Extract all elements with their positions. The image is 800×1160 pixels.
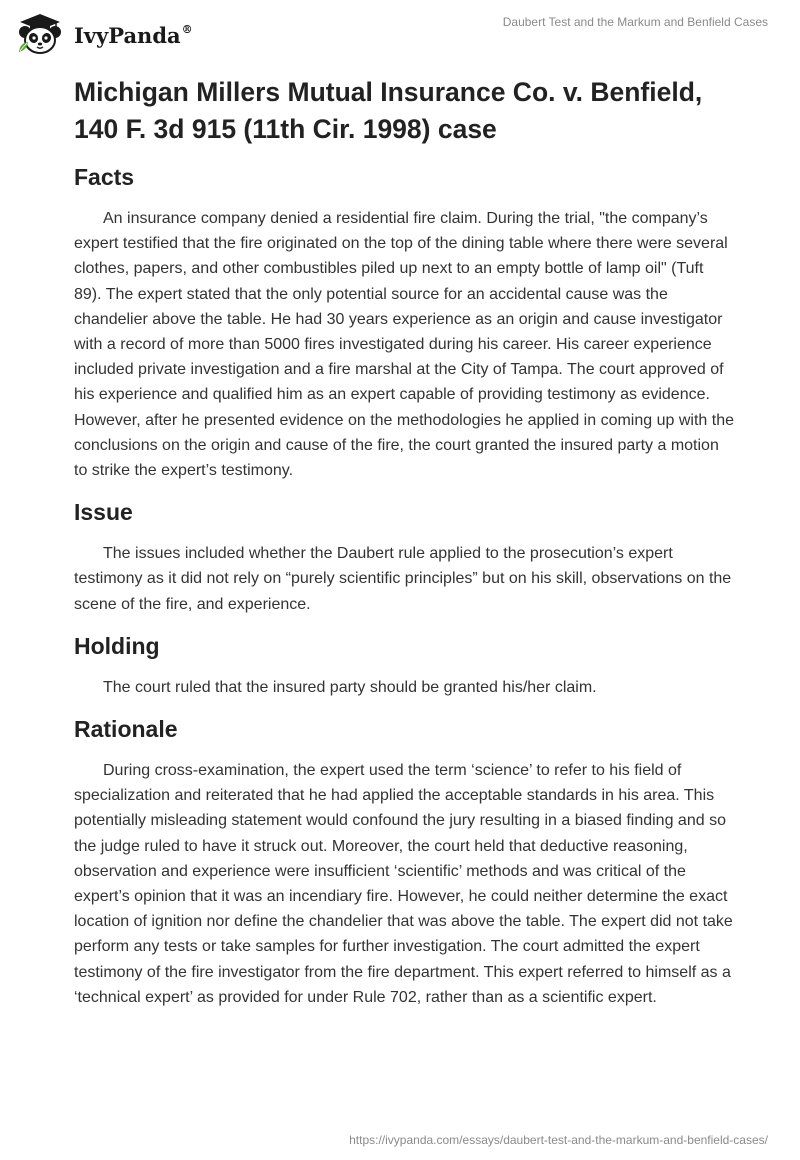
section-heading-issue: Issue [74, 499, 133, 526]
page-header [0, 0, 800, 70]
section-paragraph-issue: The issues included whether the Daubert rule applied to the prosecution’s expert testimony as it did not rely on “purely scientific principles” but on his skill, observations on the scene of the fire, and experience. [74, 545, 732, 613]
panda-graduate-icon [16, 12, 64, 56]
article-content [74, 74, 734, 1024]
section-heading-facts: Facts [74, 164, 135, 190]
registered-mark: ® [181, 22, 193, 36]
section-heading-rationale: Rationale [74, 716, 178, 743]
logo-text: IvyPanda® [74, 22, 193, 48]
article-title: Michigan Millers Mutual Insurance Co. v. Benfield, 140 F. 3d 915 (11th Cir. 1998) case [74, 77, 703, 144]
section-paragraph-facts: An insurance company denied a residential fire claim. During the trial, "the company’s expert testified that the fire originated on the top of the dining table where there were several clothes, papers, and other combustibles piled up next to an empty bottle of lamp oil" (Tuft 89). The expert stated that the only potential source for an accidental cause was the chandelier above the table. He had 30 years experience as an origin and cause investigator with a record of more than 5000 fires investigated during his career. His career experience included private investigation and a fire marshal at the City of Tampa. The court approved of his experience and qualified him as an expert capable of providing testimony as evidence. However, after he presented evidence on the methodologies he applied in coming up with the conclusions on the origin and cause of the fire, the court granted the insured party a motion to strike the expert’s testimony. [74, 210, 734, 480]
section-paragraph-rationale: During cross-examination, the expert used the term ‘science’ to refer to his field of specialization and reiterated that he had applied the acceptable standards in his area. This potentially misleading statement would confound the jury resulting in a biased finding and so the judge ruled to have it struck out. Moreover, the court held that deductive reasoning, observation and experience were insufficient ‘scientific’ methods and was critical of the expert’s opinion that it was an incendiary fire. However, he could neither determine the exact location of ignition nor define the chandelier that was above the table. The expert did not take perform any tests or take samples for further investigation. The court admitted the expert testimony of the fire investigator from the fire department. This expert referred to himself as a ‘technical expert’ as provided for under Rule 702, rather than as a scientific expert. [74, 762, 733, 1006]
section-heading-holding: Holding [74, 632, 160, 659]
ivypanda-logo[interactable] [16, 12, 193, 56]
section-paragraph-holding: The court ruled that the insured party should be granted his/her claim. [103, 678, 597, 696]
source-url-link[interactable]: https://ivypanda.com/essays/daubert-test-and-the-markum-and-benfield-cases/ [349, 1133, 768, 1147]
document-title: Daubert Test and the Markum and Benfield Cases [502, 15, 768, 29]
